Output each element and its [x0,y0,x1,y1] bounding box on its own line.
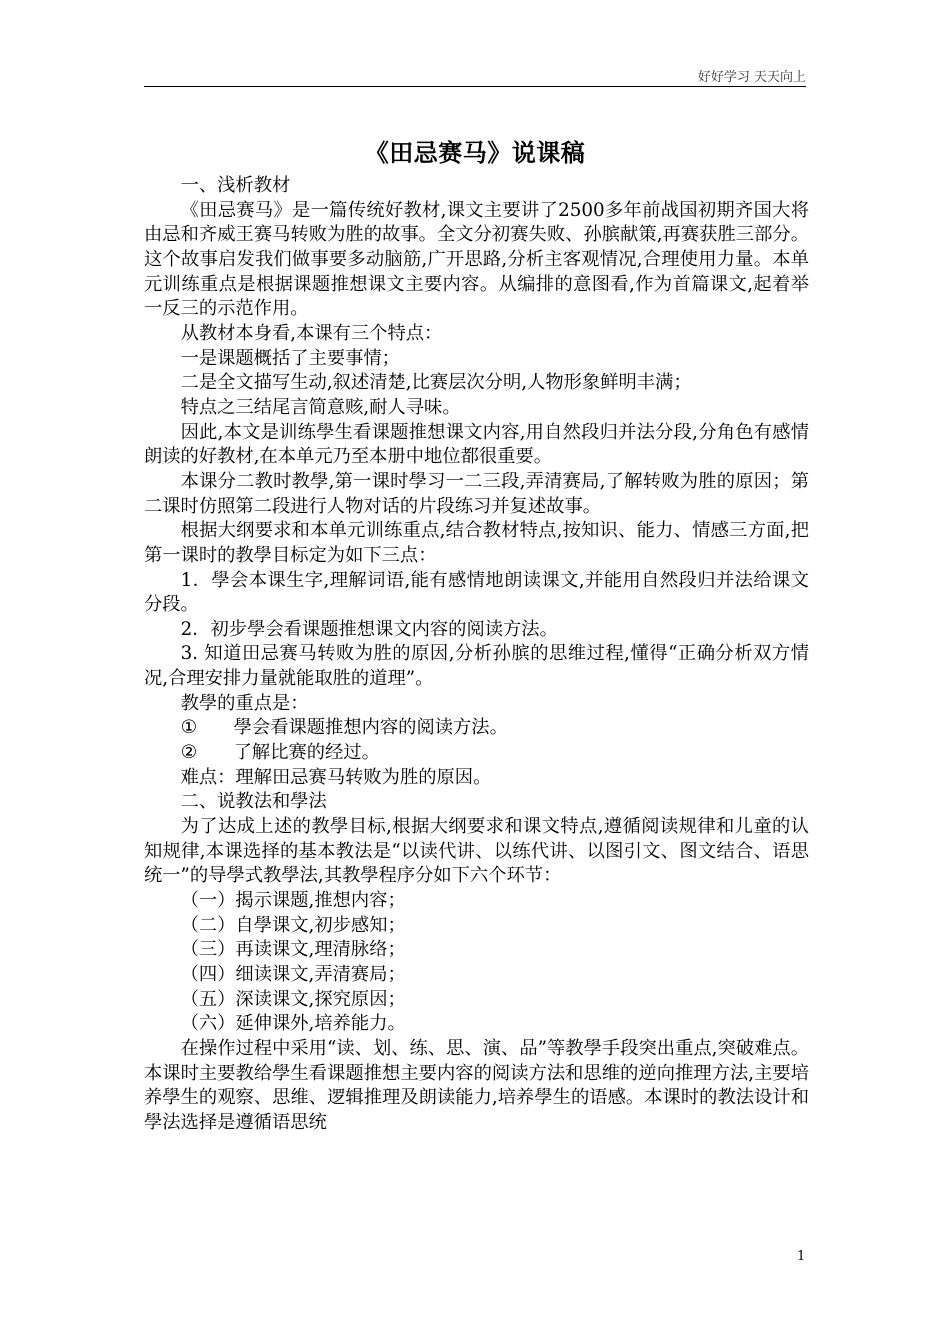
paragraph-feature-2: 二是全文描写生动,叙述清楚,比赛层次分明,人物形象鲜明丰满； [180,372,692,394]
objective-1: 1．學会本课生字,理解词语,能有感情地朗读课文,并能用自然段归并法给课文分段。 [144,569,809,616]
header-divider [144,86,806,87]
paragraph-feature-1: 一是课题概括了主要事情； [180,347,400,369]
document-title: 《田忌赛马》说课稿 [364,138,586,167]
paragraph-features-lead: 从教材本身看,本课有三个特点： [180,322,443,344]
teaching-step: （一）揭示课题,推想内容； [180,890,406,912]
teaching-step: （五）深读课文,探究原因； [180,988,406,1010]
page-number: 1 [797,1249,806,1264]
paragraph-difficulty: 难点：理解田忌赛马转败为胜的原因。 [180,766,492,788]
paragraph-importance: 因此,本文是训练學生看课题推想课文内容,用自然段归并法分段,分角色有感情朗读的好教材,在本单元乃至本册中地位都很重要。 [144,421,809,468]
key-point-text: 學会看课题推想内容的阅读方法。 [233,717,508,739]
teaching-step: （三）再读课文,理清脉络； [180,939,406,961]
paragraph-schedule: 本课分二教时教學,第一课时學习一二三段,弄清赛局,了解转败为胜的原因；第二课时仿照第二段进行人物对话的片段练习并复述故事。 [144,470,809,517]
section-heading-textbook: 一、浅析教材 [180,175,291,196]
paragraph-operation: 在操作过程中采用“读、划、练、思、演、品”等教學手段突出重点,突破难点。本课时主要教给學生看课题推想主要内容的阅读方法和思维的逆向推理方法,主要培养學生的观察、思维、逻辑推理及朗读能力,培养學生的语感。本课时的教法设计和學法选择是遵循语思统 [144,1037,809,1133]
key-point-text: 了解比赛的经过。 [233,742,380,764]
paragraph-objectives-lead: 根据大纲要求和本单元训练重点,结合教材特点,按知识、能力、情感三方面,把第一课时的教學目标定为如下三点： [144,520,809,566]
objective-3: 3. 知道田忌赛马转败为胜的原因,分析孙膑的思维过程,懂得“正确分析双方情况,合理安排力量就能取胜的道理”。 [144,643,809,690]
teaching-step: （四）细读课文,弄清赛局； [180,964,406,985]
section-heading-methods: 二、说教法和學法 [180,791,327,813]
paragraph-intro: 《田忌赛马》是一篇传统好教材,课文主要讲了2500多年前战国初期齐国大将由忌和齐威王赛马转败为胜的故事。全文分初赛失败、孙膑献策,再赛获胜三部分。这个故事启发我们做事要多动脑筋,广开思路,分析主客观情况,合理使用力量。本单元训练重点是根据课题推想课文主要内容。从编排的意图看,作为首篇课文,起着举一反三的示范作用。 [144,199,809,320]
document-body [144,174,809,1136]
paragraph-methods: 为了达成上述的教學目标,根据大纲要求和课文特点,遵循阅读规律和儿童的认知规律,本课选择的基本教法是“以读代讲、以练代讲、以图引文、图文结合、语思统一”的导學式教學法,其教學程序分如下六个环节： [144,816,809,887]
page-header-text: 好好学习 天天向上 [697,70,806,85]
key-point-item [144,716,809,741]
teaching-step: （二）自學课文,初步感知； [180,914,406,936]
key-point-marker: ① [180,717,197,739]
key-point-marker: ② [180,742,197,764]
key-point-item [144,741,809,766]
paragraph-feature-3: 特点之三结尾言简意赅,耐人寻味。 [180,396,461,418]
paragraph-key-points-lead: 教學的重点是： [180,692,309,714]
teaching-step: （六）延伸课外,培养能力。 [180,1013,406,1035]
objective-2: 2．初步學会看课题推想课文内容的阅读方法。 [180,618,558,640]
